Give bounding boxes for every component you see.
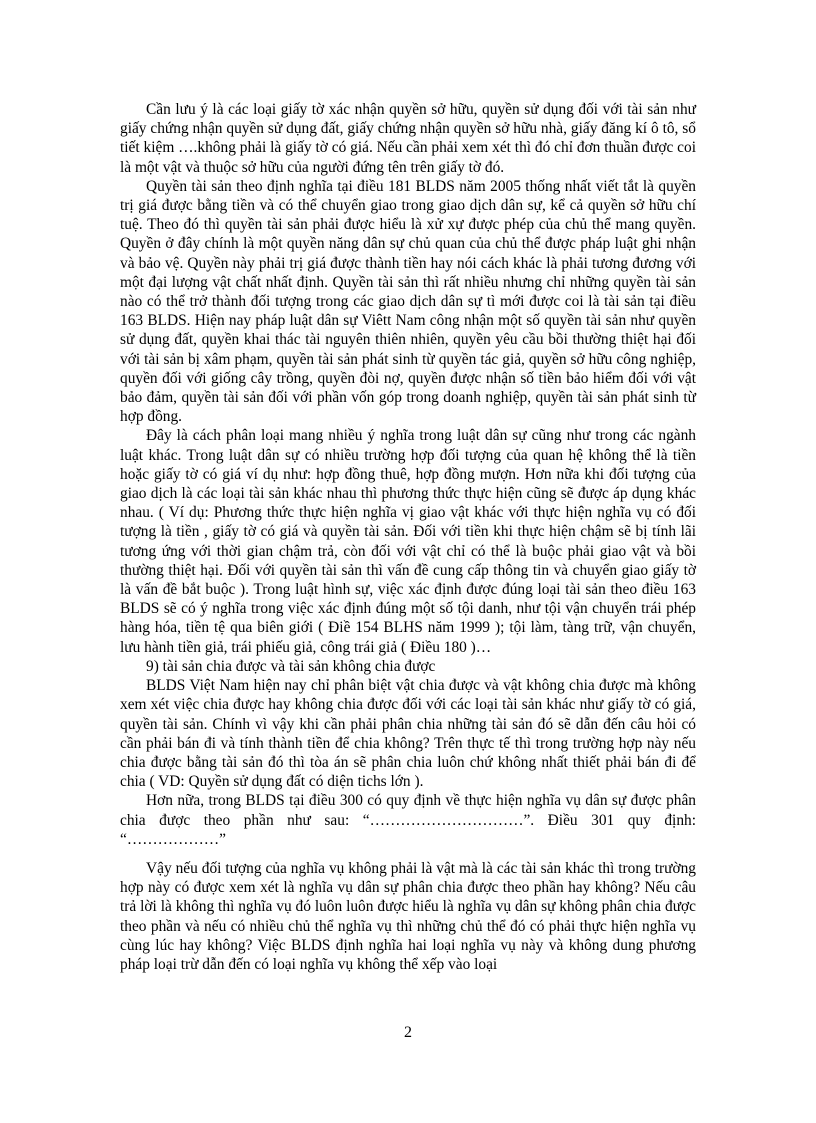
paragraph: Vậy nếu đối tượng của nghĩa vụ không phải là vật mà là các tài sản khác thì trong trường hợp này có được xem xét là nghĩa vụ dân sự phân chia được theo phần hay không? Nếu câu trả lời là không thì nghĩa vụ đó luôn luôn được hiểu là nghĩa vụ dân sự không phân chia được theo phần và nếu có nhiều chủ thể nghĩa vụ thì những chủ thể đó có phải thực hiện nghĩa vụ cùng lúc hay không? Việc BLDS định nghĩa hai loại nghĩa vụ này và không dung phương pháp loại trừ dẫn đến có loại nghĩa vụ không thể xếp vào loại xyxy=(120,859,696,973)
paragraph: BLDS Việt Nam hiện nay chỉ phân biệt vật chia được và vật không chia được mà không xem xét việc chia được hay không chia được đối với các loại tài sản khác như giấy tờ có giá, quyền tài sản. Chính vì vậy khi cần phải phân chia những tài sản đó sẽ dẫn đến câu hỏi có cần phải bán đi và tính thành tiền để chia không? Trên thực tế thì trong trường hợp này nếu chia được bằng tài sản đó thì tòa án sẽ phân chia luôn chứ không nhất thiết phải bán đi để chia ( VD: Quyền sử dụng đất có diện tichs lớn ). xyxy=(120,677,696,791)
paragraph: Hơn nữa, trong BLDS tại điều 300 có quy định về thực hiện nghĩa vụ dân sự được phân chia được theo phần như sau: “…………………………”. Điều 301 quy định: “………………” xyxy=(120,792,696,848)
document-body xyxy=(120,100,696,974)
page-number: 2 xyxy=(404,1024,412,1041)
paragraph: Đây là cách phân loại mang nhiều ý nghĩa trong luật dân sự cũng như trong các ngành luật khác. Trong luật dân sự có nhiều trường hợp đối tượng của quan hệ không thể là tiền hoặc giấy tờ có giá ví dụ như: hợp đồng thuê, hợp đồng mượn. Hơn nữa khi đối tượng của giao dịch là các loại tài sản khác nhau thì phương thức thực hiện cũng sẽ được áp dụng khác nhau. ( Ví dụ: Phương thức thực hiện nghĩa vị giao vật khác với thực hiện nghĩa vụ có đối tượng là tiền , giấy tờ có giá và quyền tài sản. Đối với tiền khi thực hiện chậm sẽ bị tính lãi tương ứng với thời gian chậm trả, còn đối với vật chỉ có thể là buộc phải giao vật và bồi thường thiệt hại. Đối với quyền tài sản thì vấn đề cung cấp thông tin và chuyển giao giấy tờ là vấn đề bắt buộc ). Trong luật hình sự, việc xác định được đúng loại tài sản theo điều 163 BLDS sẽ có ý nghĩa trong việc xác định đúng một số tội danh, như tội vận chuyển trái phép hàng hóa, tiền tệ qua biên giới ( Điề 154 BLHS năm 1999 ); tội làm, tàng trữ, vận chuyển, lưu hành tiền giả, trái phiếu giả, công trái giả ( Điều 180 )… xyxy=(120,427,696,656)
paragraph: Cần lưu ý là các loại giấy tờ xác nhận quyền sở hữu, quyền sử dụng đối với tài sản như giấy chứng nhận quyền sử dụng đất, giấy chứng nhận quyền sở hữu nhà, giấy đăng kí ô tô, sổ tiết kiệm ….không phải là giấy tờ có giá. Nếu cần phải xem xét thì đó chỉ đơn thuần được coi là một vật và thuộc sở hữu của người đứng tên trên giấy tờ đó. xyxy=(120,101,696,176)
paragraph: Quyền tài sản theo định nghĩa tại điều 181 BLDS năm 2005 thống nhất viết tắt là quyền trị giá được bằng tiền và có thể chuyển giao trong giao dịch dân sự, kể cả quyền sở hữu chí tuệ. Theo đó thì quyền tài sản phải được hiểu là xử xự được phép của chủ thể mang quyền. Quyền ở đây chính là một quyền năng dân sự chủ quan của chủ thể được pháp luật ghi nhận và bảo vệ. Quyền này phải trị giá được thành tiền hay nói cách khác là phải tương đương với một đại lượng vật chất nhất định. Quyền tài sản thì rất nhiều nhưng chỉ những quyền tài sản nào có thể trở thành đối tượng trong các giao dịch dân sự tì mới được coi là tài sản tại điều 163 BLDS. Hiện nay pháp luật dân sự Viêtt Nam công nhận một số quyền tài sản như quyền sử dụng đất, quyền khai thác tài nguyên thiên nhiên, quyền yêu cầu bồi thường thiệt hại đối với tài sản bị xâm phạm, quyền tài sản phát sinh từ quyền tác giả, quyền sở hữu công nghiệp, quyền đối với giống cây trồng, quyền đòi nợ, quyền được nhận số tiền bảo hiểm đối với vật bảo đảm, quyền tài sản đối với phần vốn góp trong doanh nghiệp, quyền tài sản phát sinh từ hợp đồng. xyxy=(120,177,696,426)
section-heading: 9) tài sản chia được và tài sản không chia được xyxy=(146,657,436,675)
